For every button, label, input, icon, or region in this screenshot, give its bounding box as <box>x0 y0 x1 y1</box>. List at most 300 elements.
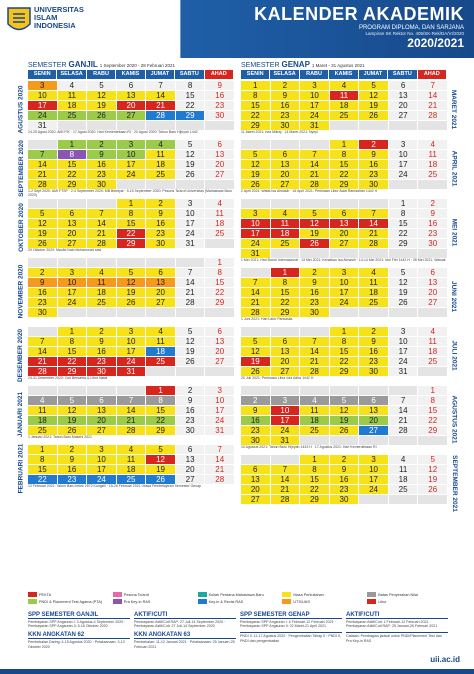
calendar-day[interactable]: 26 <box>87 111 116 120</box>
calendar-day[interactable]: 17 <box>117 347 146 356</box>
calendar-day[interactable]: 29 <box>330 180 359 189</box>
calendar-day[interactable]: 2 <box>176 386 205 395</box>
calendar-day[interactable]: 14 <box>87 219 116 228</box>
calendar-day[interactable]: 11 <box>330 91 359 100</box>
calendar-day[interactable]: 8 <box>418 396 447 405</box>
calendar-day[interactable]: 28 <box>359 239 388 248</box>
calendar-day[interactable]: 8 <box>146 396 175 405</box>
calendar-day[interactable]: 19 <box>87 101 116 110</box>
calendar-day[interactable]: 21 <box>117 416 146 425</box>
calendar-day[interactable]: 2 <box>87 140 116 149</box>
calendar-day[interactable]: 4 <box>58 81 87 90</box>
calendar-day[interactable]: 9 <box>87 337 116 346</box>
calendar-day[interactable]: 1 <box>389 199 418 208</box>
calendar-day[interactable]: 30 <box>418 239 447 248</box>
calendar-day[interactable]: 4 <box>418 327 447 336</box>
calendar-day[interactable]: 16 <box>146 219 175 228</box>
calendar-day[interactable]: 28 <box>241 308 270 317</box>
calendar-day[interactable]: 29 <box>205 298 234 307</box>
calendar-day[interactable]: 13 <box>418 278 447 287</box>
calendar-day[interactable]: 3 <box>389 327 418 336</box>
calendar-day[interactable]: 10 <box>176 209 205 218</box>
calendar-day[interactable]: 30 <box>300 308 329 317</box>
calendar-day[interactable]: 16 <box>87 347 116 356</box>
calendar-day[interactable]: 8 <box>330 337 359 346</box>
calendar-day[interactable]: 16 <box>28 288 57 297</box>
calendar-day[interactable]: 4 <box>330 81 359 90</box>
calendar-day[interactable]: 26 <box>330 426 359 435</box>
calendar-day[interactable]: 17 <box>389 160 418 169</box>
calendar-day[interactable]: 20 <box>271 357 300 366</box>
calendar-day[interactable]: 18 <box>58 101 87 110</box>
calendar-day[interactable]: 1 <box>330 327 359 336</box>
calendar-day[interactable]: 22 <box>300 485 329 494</box>
calendar-day[interactable]: 25 <box>271 239 300 248</box>
calendar-day[interactable]: 16 <box>58 465 87 474</box>
calendar-day[interactable]: 26 <box>359 111 388 120</box>
calendar-day[interactable]: 30 <box>271 121 300 130</box>
calendar-day[interactable]: 30 <box>241 436 270 445</box>
calendar-day[interactable]: 4 <box>205 199 234 208</box>
calendar-day[interactable]: 11 <box>389 465 418 474</box>
calendar-day[interactable]: 28 <box>271 495 300 504</box>
calendar-day[interactable]: 2 <box>58 445 87 454</box>
calendar-day[interactable]: 18 <box>87 288 116 297</box>
calendar-day[interactable]: 28 <box>205 475 234 484</box>
calendar-day[interactable]: 16 <box>300 288 329 297</box>
calendar-day[interactable]: 3 <box>87 445 116 454</box>
calendar-day[interactable]: 7 <box>87 209 116 218</box>
calendar-day[interactable]: 17 <box>300 101 329 110</box>
calendar-day[interactable]: 31 <box>241 249 270 258</box>
calendar-day[interactable]: 12 <box>87 91 116 100</box>
calendar-day[interactable]: 6 <box>87 396 116 405</box>
calendar-day[interactable]: 25 <box>389 485 418 494</box>
calendar-day[interactable]: 18 <box>418 160 447 169</box>
calendar-day[interactable]: 9 <box>418 209 447 218</box>
calendar-day[interactable]: 1 <box>330 140 359 149</box>
calendar-day[interactable]: 22 <box>330 170 359 179</box>
calendar-day[interactable]: 23 <box>418 229 447 238</box>
calendar-day[interactable]: 12 <box>241 347 270 356</box>
calendar-day[interactable]: 30 <box>330 495 359 504</box>
calendar-day[interactable]: 7 <box>271 465 300 474</box>
calendar-day[interactable]: 22 <box>146 416 175 425</box>
calendar-day[interactable]: 30 <box>205 111 234 120</box>
calendar-day[interactable]: 30 <box>28 308 57 317</box>
calendar-day[interactable]: 14 <box>146 91 175 100</box>
calendar-day[interactable]: 3 <box>117 327 146 336</box>
calendar-day[interactable]: 17 <box>28 101 57 110</box>
calendar-day[interactable]: 16 <box>359 160 388 169</box>
calendar-day[interactable]: 7 <box>28 337 57 346</box>
calendar-day[interactable]: 5 <box>300 209 329 218</box>
calendar-day[interactable]: 14 <box>205 455 234 464</box>
calendar-day[interactable]: 23 <box>241 426 270 435</box>
calendar-day[interactable]: 25 <box>87 298 116 307</box>
calendar-day[interactable]: 3 <box>241 209 270 218</box>
calendar-day[interactable]: 6 <box>205 327 234 336</box>
calendar-day[interactable]: 19 <box>300 229 329 238</box>
calendar-day[interactable]: 24 <box>271 426 300 435</box>
calendar-day[interactable]: 30 <box>87 367 116 376</box>
calendar-day[interactable]: 15 <box>205 278 234 287</box>
calendar-day[interactable]: 26 <box>176 170 205 179</box>
calendar-day[interactable]: 1 <box>418 386 447 395</box>
calendar-day[interactable]: 6 <box>330 209 359 218</box>
calendar-day[interactable]: 13 <box>241 475 270 484</box>
calendar-day[interactable]: 20 <box>87 416 116 425</box>
calendar-day[interactable]: 10 <box>28 91 57 100</box>
calendar-day[interactable]: 1 <box>58 140 87 149</box>
calendar-day[interactable]: 17 <box>176 219 205 228</box>
calendar-day[interactable]: 7 <box>146 81 175 90</box>
calendar-day[interactable]: 28 <box>117 426 146 435</box>
calendar-day[interactable]: 23 <box>87 357 116 366</box>
calendar-day[interactable]: 8 <box>271 278 300 287</box>
calendar-day[interactable]: 14 <box>300 160 329 169</box>
calendar-day[interactable]: 27 <box>146 298 175 307</box>
calendar-day[interactable]: 9 <box>330 465 359 474</box>
calendar-day[interactable]: 23 <box>359 357 388 366</box>
calendar-day[interactable]: 22 <box>205 288 234 297</box>
calendar-day[interactable]: 15 <box>176 91 205 100</box>
calendar-day[interactable]: 1 <box>300 455 329 464</box>
calendar-day[interactable]: 26 <box>28 239 57 248</box>
calendar-day[interactable]: 11 <box>300 406 329 415</box>
calendar-day[interactable]: 29 <box>271 308 300 317</box>
calendar-day[interactable]: 1 <box>271 268 300 277</box>
calendar-day[interactable]: 17 <box>205 406 234 415</box>
calendar-day[interactable]: 20 <box>271 170 300 179</box>
calendar-day[interactable]: 25 <box>58 111 87 120</box>
calendar-day[interactable]: 25 <box>205 229 234 238</box>
calendar-day[interactable]: 6 <box>241 465 270 474</box>
calendar-day[interactable]: 12 <box>330 406 359 415</box>
calendar-day[interactable]: 29 <box>117 239 146 248</box>
calendar-day[interactable]: 7 <box>389 396 418 405</box>
calendar-day[interactable]: 29 <box>176 111 205 120</box>
calendar-day[interactable]: 9 <box>205 81 234 90</box>
calendar-day[interactable]: 14 <box>389 406 418 415</box>
calendar-day[interactable]: 12 <box>117 278 146 287</box>
calendar-day[interactable]: 7 <box>300 337 329 346</box>
calendar-day[interactable]: 19 <box>146 465 175 474</box>
calendar-day[interactable]: 13 <box>330 219 359 228</box>
calendar-day[interactable]: 21 <box>271 485 300 494</box>
calendar-day[interactable]: 7 <box>241 278 270 287</box>
calendar-day[interactable]: 21 <box>389 416 418 425</box>
calendar-day[interactable]: 28 <box>87 239 116 248</box>
calendar-day[interactable]: 5 <box>146 445 175 454</box>
calendar-day[interactable]: 24 <box>300 111 329 120</box>
calendar-day[interactable]: 11 <box>359 278 388 287</box>
calendar-day[interactable]: 16 <box>359 347 388 356</box>
calendar-day[interactable]: 15 <box>58 160 87 169</box>
calendar-day[interactable]: 27 <box>271 367 300 376</box>
calendar-day[interactable]: 26 <box>241 180 270 189</box>
calendar-day[interactable]: 11 <box>271 219 300 228</box>
calendar-day[interactable]: 4 <box>418 140 447 149</box>
calendar-day[interactable]: 6 <box>418 268 447 277</box>
calendar-day[interactable]: 8 <box>117 209 146 218</box>
calendar-day[interactable]: 27 <box>117 111 146 120</box>
calendar-day[interactable]: 25 <box>359 298 388 307</box>
calendar-day[interactable]: 22 <box>330 357 359 366</box>
calendar-day[interactable]: 10 <box>58 278 87 287</box>
calendar-day[interactable]: 24 <box>205 416 234 425</box>
calendar-day[interactable]: 24 <box>389 170 418 179</box>
calendar-day[interactable]: 2 <box>359 140 388 149</box>
calendar-day[interactable]: 13 <box>359 406 388 415</box>
calendar-day[interactable]: 28 <box>389 426 418 435</box>
calendar-day[interactable]: 27 <box>241 495 270 504</box>
calendar-day[interactable]: 27 <box>205 357 234 366</box>
calendar-day[interactable]: 14 <box>241 288 270 297</box>
calendar-day[interactable]: 4 <box>28 396 57 405</box>
calendar-day[interactable]: 23 <box>87 170 116 179</box>
calendar-day[interactable]: 1 <box>58 327 87 336</box>
calendar-day[interactable]: 17 <box>87 465 116 474</box>
calendar-day[interactable]: 12 <box>146 455 175 464</box>
calendar-day[interactable]: 7 <box>28 150 57 159</box>
calendar-day[interactable]: 21 <box>300 170 329 179</box>
calendar-day[interactable]: 26 <box>58 426 87 435</box>
calendar-day[interactable]: 8 <box>241 91 270 100</box>
calendar-day[interactable]: 3 <box>205 386 234 395</box>
calendar-day[interactable]: 22 <box>176 101 205 110</box>
calendar-day[interactable]: 18 <box>418 347 447 356</box>
calendar-day[interactable]: 9 <box>146 209 175 218</box>
calendar-day[interactable]: 15 <box>418 406 447 415</box>
calendar-day[interactable]: 16 <box>176 406 205 415</box>
calendar-day[interactable]: 14 <box>28 160 57 169</box>
calendar-day[interactable]: 15 <box>389 219 418 228</box>
calendar-day[interactable]: 3 <box>271 396 300 405</box>
calendar-day[interactable]: 20 <box>418 288 447 297</box>
calendar-day[interactable]: 4 <box>87 268 116 277</box>
calendar-day[interactable]: 8 <box>330 150 359 159</box>
calendar-day[interactable]: 15 <box>330 160 359 169</box>
calendar-day[interactable]: 19 <box>389 288 418 297</box>
website-url[interactable]: uii.ac.id <box>430 655 460 664</box>
calendar-day[interactable]: 14 <box>176 278 205 287</box>
calendar-day[interactable]: 26 <box>176 357 205 366</box>
calendar-day[interactable]: 12 <box>241 160 270 169</box>
calendar-day[interactable]: 22 <box>418 416 447 425</box>
calendar-day[interactable]: 1 <box>146 386 175 395</box>
calendar-day[interactable]: 23 <box>176 416 205 425</box>
calendar-day[interactable]: 21 <box>359 229 388 238</box>
calendar-day[interactable]: 6 <box>117 81 146 90</box>
calendar-day[interactable]: 31 <box>28 121 57 130</box>
calendar-day[interactable]: 19 <box>418 475 447 484</box>
calendar-day[interactable]: 4 <box>146 327 175 336</box>
calendar-day[interactable]: 21 <box>241 298 270 307</box>
calendar-day[interactable]: 19 <box>176 347 205 356</box>
calendar-day[interactable]: 22 <box>58 170 87 179</box>
calendar-day[interactable]: 11 <box>146 150 175 159</box>
calendar-day[interactable]: 20 <box>330 229 359 238</box>
calendar-day[interactable]: 12 <box>418 465 447 474</box>
calendar-day[interactable]: 7 <box>176 268 205 277</box>
calendar-day[interactable]: 13 <box>176 455 205 464</box>
calendar-day[interactable]: 12 <box>28 219 57 228</box>
calendar-day[interactable]: 2 <box>241 396 270 405</box>
calendar-day[interactable]: 3 <box>176 199 205 208</box>
calendar-day[interactable]: 15 <box>300 475 329 484</box>
calendar-day[interactable]: 17 <box>241 229 270 238</box>
calendar-day[interactable]: 16 <box>330 475 359 484</box>
calendar-day[interactable]: 7 <box>300 150 329 159</box>
calendar-day[interactable]: 9 <box>176 396 205 405</box>
calendar-day[interactable]: 29 <box>389 239 418 248</box>
calendar-day[interactable]: 6 <box>176 445 205 454</box>
calendar-day[interactable]: 17 <box>58 288 87 297</box>
calendar-day[interactable]: 29 <box>58 180 87 189</box>
calendar-day[interactable]: 23 <box>300 298 329 307</box>
calendar-day[interactable]: 18 <box>271 229 300 238</box>
calendar-day[interactable]: 26 <box>146 475 175 484</box>
calendar-day[interactable]: 8 <box>58 150 87 159</box>
calendar-day[interactable]: 25 <box>146 357 175 366</box>
calendar-day[interactable]: 10 <box>389 337 418 346</box>
calendar-day[interactable]: 10 <box>117 150 146 159</box>
calendar-day[interactable]: 13 <box>146 278 175 287</box>
calendar-day[interactable]: 25 <box>28 426 57 435</box>
calendar-day[interactable]: 27 <box>418 298 447 307</box>
calendar-day[interactable]: 15 <box>330 347 359 356</box>
calendar-day[interactable]: 6 <box>146 268 175 277</box>
calendar-day[interactable]: 27 <box>87 426 116 435</box>
calendar-day[interactable]: 10 <box>271 406 300 415</box>
calendar-day[interactable]: 3 <box>330 268 359 277</box>
calendar-day[interactable]: 1 <box>28 445 57 454</box>
calendar-day[interactable]: 22 <box>241 111 270 120</box>
calendar-day[interactable]: 31 <box>176 239 205 248</box>
calendar-day[interactable]: 22 <box>28 475 57 484</box>
calendar-day[interactable]: 5 <box>28 209 57 218</box>
calendar-day[interactable]: 26 <box>117 298 146 307</box>
calendar-day[interactable]: 5 <box>117 268 146 277</box>
calendar-day[interactable]: 8 <box>205 268 234 277</box>
calendar-day[interactable]: 1 <box>117 199 146 208</box>
calendar-day[interactable]: 4 <box>359 268 388 277</box>
calendar-day[interactable]: 23 <box>330 485 359 494</box>
calendar-day[interactable]: 25 <box>117 475 146 484</box>
calendar-day[interactable]: 2 <box>87 327 116 336</box>
calendar-day[interactable]: 30 <box>359 180 388 189</box>
calendar-day[interactable]: 13 <box>389 91 418 100</box>
calendar-day[interactable]: 18 <box>146 347 175 356</box>
calendar-day[interactable]: 19 <box>241 357 270 366</box>
calendar-day[interactable]: 12 <box>359 91 388 100</box>
calendar-day[interactable]: 24 <box>330 298 359 307</box>
calendar-day[interactable]: 21 <box>418 101 447 110</box>
calendar-day[interactable]: 26 <box>300 239 329 248</box>
calendar-day[interactable]: 4 <box>146 140 175 149</box>
calendar-day[interactable]: 13 <box>58 219 87 228</box>
calendar-day[interactable]: 9 <box>359 150 388 159</box>
calendar-day[interactable]: 18 <box>330 101 359 110</box>
calendar-day[interactable]: 10 <box>300 91 329 100</box>
calendar-day[interactable]: 7 <box>205 445 234 454</box>
calendar-day[interactable]: 30 <box>176 426 205 435</box>
calendar-day[interactable]: 3 <box>389 140 418 149</box>
calendar-day[interactable]: 5 <box>389 268 418 277</box>
calendar-day[interactable]: 14 <box>271 475 300 484</box>
calendar-day[interactable]: 5 <box>176 327 205 336</box>
calendar-day[interactable]: 16 <box>418 219 447 228</box>
calendar-day[interactable]: 6 <box>58 209 87 218</box>
calendar-day[interactable]: 17 <box>117 160 146 169</box>
calendar-day[interactable]: 12 <box>176 337 205 346</box>
calendar-day[interactable]: 23 <box>359 170 388 179</box>
calendar-day[interactable]: 8 <box>28 455 57 464</box>
calendar-day[interactable]: 20 <box>241 485 270 494</box>
calendar-day[interactable]: 20 <box>58 229 87 238</box>
calendar-day[interactable]: 25 <box>300 426 329 435</box>
calendar-day[interactable]: 5 <box>176 140 205 149</box>
calendar-day[interactable]: 18 <box>359 288 388 297</box>
calendar-day[interactable]: 5 <box>87 81 116 90</box>
calendar-day[interactable]: 6 <box>271 337 300 346</box>
calendar-day[interactable]: 3 <box>117 140 146 149</box>
calendar-day[interactable]: 21 <box>28 357 57 366</box>
calendar-day[interactable]: 25 <box>418 357 447 366</box>
calendar-day[interactable]: 4 <box>271 209 300 218</box>
calendar-day[interactable]: 28 <box>176 298 205 307</box>
calendar-day[interactable]: 14 <box>359 219 388 228</box>
calendar-day[interactable]: 14 <box>418 91 447 100</box>
calendar-day[interactable]: 22 <box>58 357 87 366</box>
calendar-day[interactable]: 12 <box>176 150 205 159</box>
calendar-day[interactable]: 31 <box>300 121 329 130</box>
calendar-day[interactable]: 2 <box>300 268 329 277</box>
calendar-day[interactable]: 10 <box>117 337 146 346</box>
calendar-day[interactable]: 13 <box>205 150 234 159</box>
calendar-day[interactable]: 3 <box>58 268 87 277</box>
calendar-day[interactable]: 31 <box>389 367 418 376</box>
calendar-day[interactable]: 22 <box>271 298 300 307</box>
calendar-day[interactable]: 13 <box>117 91 146 100</box>
calendar-day[interactable]: 6 <box>271 150 300 159</box>
calendar-day[interactable]: 31 <box>117 367 146 376</box>
calendar-day[interactable]: 7 <box>117 396 146 405</box>
calendar-day[interactable]: 21 <box>28 170 57 179</box>
calendar-day[interactable]: 26 <box>241 367 270 376</box>
calendar-day[interactable]: 15 <box>241 101 270 110</box>
calendar-day[interactable]: 9 <box>300 278 329 287</box>
calendar-day[interactable]: 9 <box>58 455 87 464</box>
calendar-day[interactable]: 15 <box>146 406 175 415</box>
calendar-day[interactable]: 13 <box>205 337 234 346</box>
calendar-day[interactable]: 27 <box>205 170 234 179</box>
calendar-day[interactable]: 20 <box>176 465 205 474</box>
calendar-day[interactable]: 23 <box>205 101 234 110</box>
calendar-day[interactable]: 18 <box>205 219 234 228</box>
calendar-day[interactable]: 21 <box>300 357 329 366</box>
calendar-day[interactable]: 4 <box>117 445 146 454</box>
calendar-day[interactable]: 29 <box>241 121 270 130</box>
calendar-day[interactable]: 19 <box>28 229 57 238</box>
calendar-day[interactable]: 12 <box>300 219 329 228</box>
calendar-day[interactable]: 28 <box>28 367 57 376</box>
calendar-day[interactable]: 24 <box>58 298 87 307</box>
calendar-day[interactable]: 4 <box>389 455 418 464</box>
calendar-day[interactable]: 28 <box>300 367 329 376</box>
calendar-day[interactable]: 2 <box>146 199 175 208</box>
